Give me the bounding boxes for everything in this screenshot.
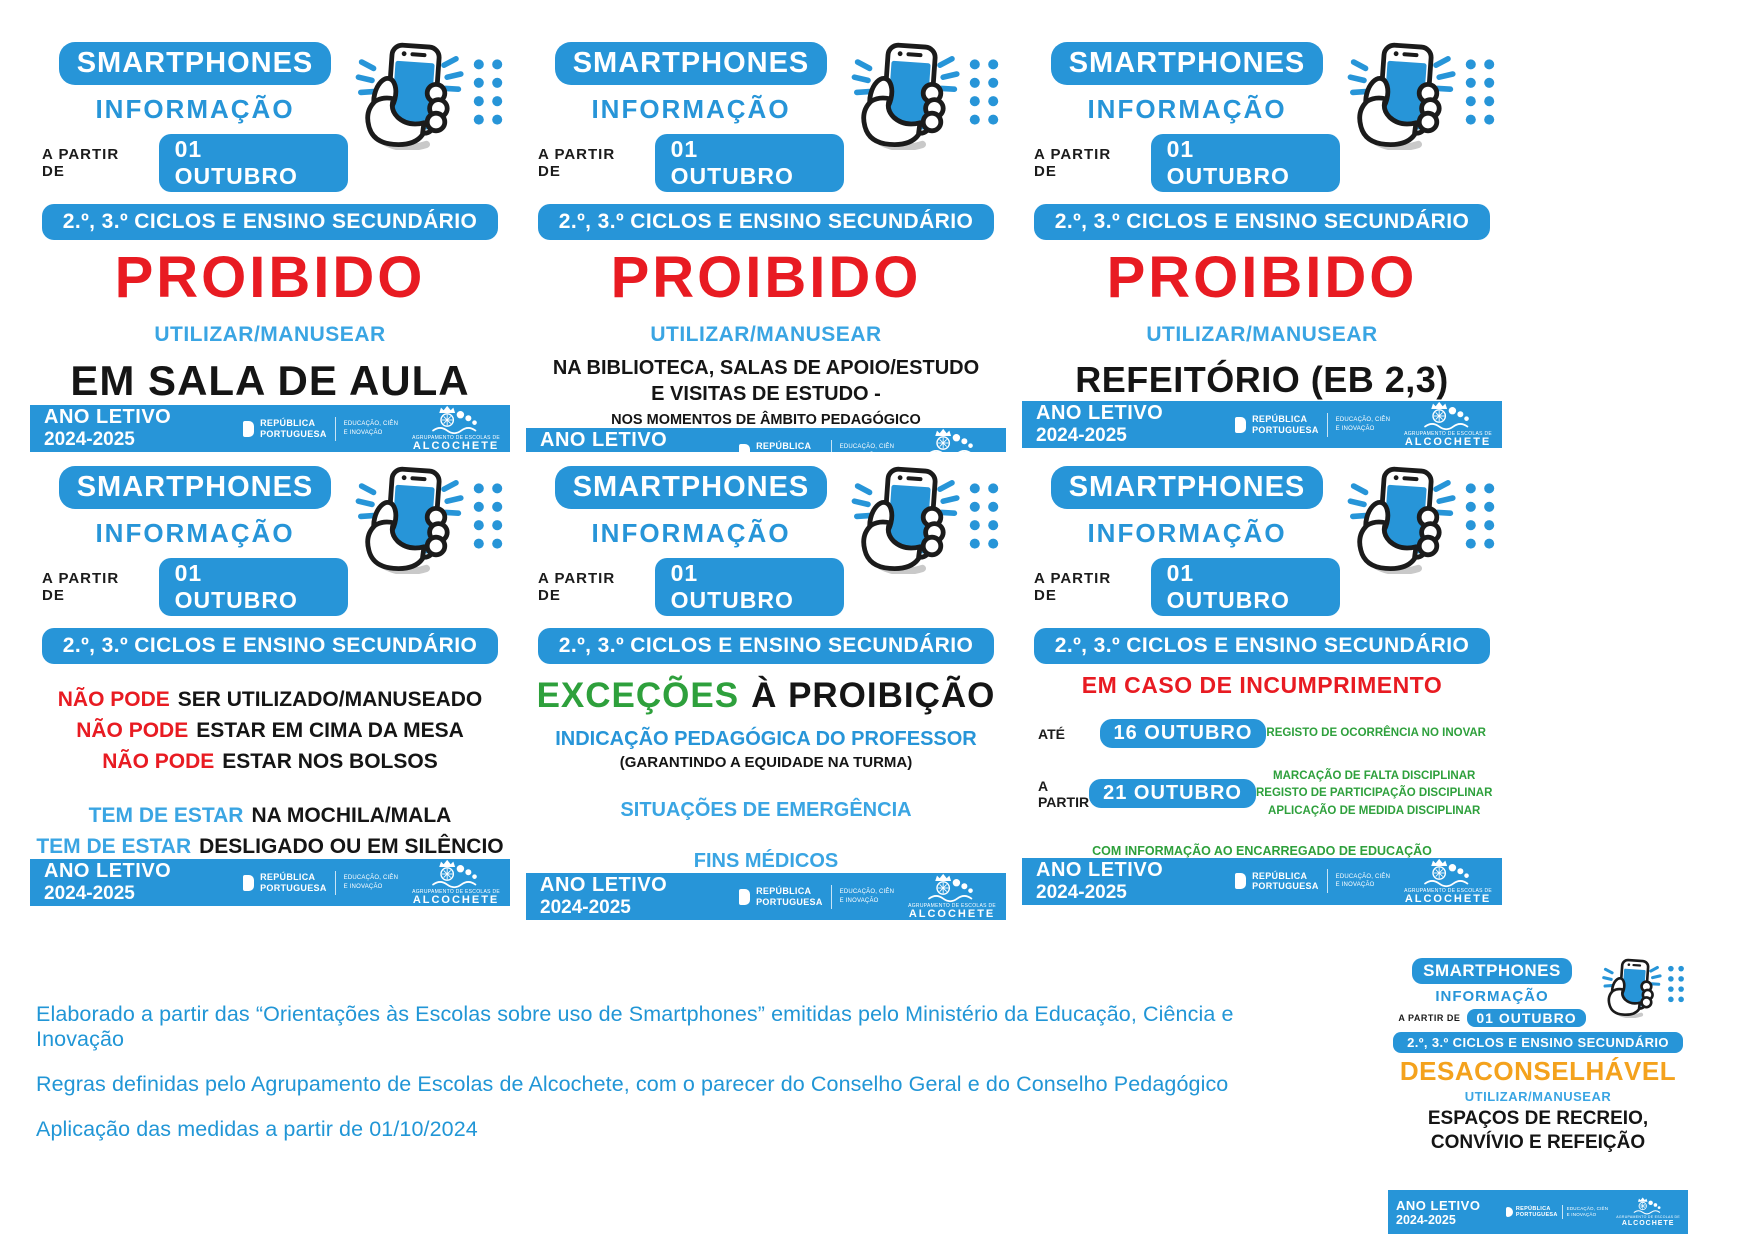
panel-body <box>1022 240 1502 401</box>
panel-body <box>1388 1053 1688 1190</box>
deadline-date-badge: 21 OUTUBRO <box>1089 779 1256 808</box>
panel-proibido-sala-de-aula <box>30 28 510 452</box>
date-row <box>1034 134 1340 192</box>
rule-lead: NÃO PODE <box>102 750 215 773</box>
ciclos-banner: 2.º, 3.º CICLOS E ENSINO SECUNDÁRIO <box>1034 628 1490 664</box>
ministry-line-2: E INOVAÇÃO <box>343 883 383 890</box>
panel-header-art <box>1340 466 1498 616</box>
location-text: EM SALA DE AULA <box>70 357 470 404</box>
dots-decoration-icon <box>966 480 1002 552</box>
portuguesa-line: PORTUGUESA <box>260 882 327 893</box>
smartphones-badge: SMARTPHONES <box>1051 42 1324 85</box>
ministry-line-2: E INOVAÇÃO <box>343 429 383 436</box>
ano-letivo-year: 2024-2025 <box>540 897 631 918</box>
alcochete-label: ALCOCHETE <box>1404 436 1492 448</box>
hand-smartphone-icon <box>844 42 964 150</box>
republica-portuguesa-text <box>1252 414 1319 435</box>
ciclos-banner: 2.º, 3.º CICLOS E ENSINO SECUNDÁRIO <box>1393 1032 1683 1053</box>
republica-line: REPÚBLICA <box>756 886 812 897</box>
agrupamento-label: AGRUPAMENTO DE ESCOLAS DE <box>412 435 500 441</box>
ciclos-banner: 2.º, 3.º CICLOS E ENSINO SECUNDÁRIO <box>538 628 994 664</box>
republica-portuguesa-logo <box>1235 869 1390 893</box>
ministry-line-1: EDUCAÇÃO, CIÊN <box>1335 417 1391 424</box>
footer-logos <box>739 873 996 920</box>
portuguesa-line: PORTUGUESA <box>260 428 327 439</box>
status-proibido: PROIBIDO <box>610 245 922 310</box>
date-row <box>538 134 844 192</box>
panel-body <box>30 240 510 405</box>
republica-line: REPÚBLICA <box>1515 1205 1551 1212</box>
deadline-lead: ATÉ <box>1038 725 1065 742</box>
panel-header-text <box>42 42 348 192</box>
alcochete-label: ALCOCHETE <box>1621 1219 1675 1227</box>
panel-body-incumprimento <box>1022 664 1502 858</box>
portugal-flag-icon <box>243 421 254 437</box>
location-text-line-2: CONVÍVIO E REFEIÇÃO <box>1430 1131 1646 1153</box>
status-desaconselhavel: DESACONSELHÁVEL <box>1399 1056 1677 1086</box>
rule-text: NA MOCHILA/MALA <box>251 804 452 827</box>
ano-letivo-block <box>1036 859 1235 904</box>
portugal-flag-icon <box>1235 417 1246 433</box>
portuguesa-line: PORTUGUESA <box>1252 424 1319 435</box>
date-badge: 01 OUTUBRO <box>1151 558 1340 616</box>
incumprimento-row-2 <box>1022 768 1502 820</box>
footer-logos <box>243 405 500 452</box>
panel-proibido-refeitorio <box>1022 28 1502 448</box>
portugal-flag-icon <box>739 889 750 905</box>
ministry-line-1: EDUCAÇÃO, CIÊN <box>343 875 399 882</box>
panel-header-text <box>1394 958 1590 1027</box>
logo-divider <box>335 871 336 895</box>
date-prefix-label: A PARTIR DE <box>42 570 120 604</box>
ano-letivo-bar <box>1022 858 1502 905</box>
panel-header-art <box>1340 42 1498 192</box>
hand-smartphone-icon <box>348 466 468 574</box>
footnote-line-2: Regras definidas pelo Agrupamento de Escolas de Alcochete, com o parecer do Conselho Geral e do Conselho Pedagógico <box>36 1072 1229 1096</box>
ministry-text <box>1336 416 1390 433</box>
date-prefix-label: A PARTIR DE <box>538 570 616 604</box>
ano-letivo-year: 2024-2025 <box>1036 881 1127 903</box>
ministry-line-1: EDUCAÇÃO, CIÊN <box>839 444 895 451</box>
ano-letivo-block <box>540 874 739 919</box>
ciclos-banner: 2.º, 3.º CICLOS E ENSINO SECUNDÁRIO <box>538 204 994 240</box>
excecoes-title-dark: À PROIBIÇÃO <box>751 676 996 715</box>
hand-smartphone-icon <box>1340 466 1460 574</box>
rule-line <box>102 750 437 774</box>
portuguesa-line: PORTUGUESA <box>756 896 823 907</box>
date-badge: 01 OUTUBRO <box>1467 1009 1585 1027</box>
ano-letivo-label: ANO LETIVO <box>1396 1197 1481 1213</box>
republica-portuguesa-text <box>1516 1206 1558 1219</box>
excecao-item-1: INDICAÇÃO PEDAGÓGICA DO PROFESSOR <box>555 728 977 750</box>
excecao-item-2: SITUAÇÕES DE EMERGÊNCIA <box>620 799 912 821</box>
hand-smartphone-icon <box>348 42 468 150</box>
ano-letivo-year: 2024-2025 <box>1036 425 1127 446</box>
panel-header-text <box>1034 466 1340 616</box>
alcochete-school-logo <box>412 405 500 452</box>
consequence-text: MARCAÇÃO DE FALTA DISCIPLINAR <box>1273 770 1476 782</box>
ano-letivo-label: ANO LETIVO <box>44 860 172 882</box>
ano-letivo-block <box>44 860 243 905</box>
alcochete-crest-icon <box>1417 401 1479 431</box>
panel-header-art <box>348 42 506 192</box>
date-row <box>42 558 348 616</box>
date-prefix-label: A PARTIR DE <box>538 146 616 180</box>
ano-letivo-bar <box>1388 1190 1688 1234</box>
rule-text: SER UTILIZADO/MANUSEADO <box>177 688 483 711</box>
panel-body-rules <box>30 664 510 859</box>
date-badge: 01 OUTUBRO <box>159 134 348 192</box>
alcochete-school-logo <box>412 859 500 906</box>
ano-letivo-label: ANO LETIVO <box>540 874 668 896</box>
hand-smartphone-icon <box>1598 958 1664 1018</box>
agrupamento-label: AGRUPAMENTO DE ESCOLAS DE <box>412 889 500 895</box>
smartphones-badge: SMARTPHONES <box>555 42 828 85</box>
dots-decoration-icon <box>470 480 506 552</box>
ciclos-banner: 2.º, 3.º CICLOS E ENSINO SECUNDÁRIO <box>42 204 498 240</box>
ministry-line-1: EDUCAÇÃO, CIÊN <box>1335 873 1391 880</box>
info-label: INFORMAÇÃO <box>1087 94 1287 124</box>
agrupamento-label: AGRUPAMENTO DE ESCOLAS DE <box>1404 887 1492 894</box>
smartphones-badge: SMARTPHONES <box>555 466 828 509</box>
deadline-date-badge: 16 OUTUBRO <box>1100 719 1267 748</box>
alcochete-label: ALCOCHETE <box>412 894 500 906</box>
panel-header <box>526 28 1006 192</box>
ano-letivo-bar <box>1022 401 1502 448</box>
ano-letivo-block <box>44 406 243 451</box>
ano-letivo-bar <box>526 873 1006 920</box>
info-label: INFORMAÇÃO <box>591 518 791 548</box>
republica-portuguesa-logo <box>1506 1205 1608 1219</box>
date-row <box>42 134 348 192</box>
incumprimento-row-1 <box>1022 719 1502 748</box>
panel-proibido-biblioteca <box>526 28 1006 452</box>
rule-lead: TEM DE ESTAR <box>36 835 192 858</box>
panel-header-text <box>1034 42 1340 192</box>
footnote-line-1: Elaborado a partir das “Orientações às Escolas sobre uso de Smartphones” emitidas pelo Ministério da Educação, Ciência e Inovação <box>36 1002 1234 1051</box>
alcochete-school-logo <box>1616 1197 1680 1227</box>
consequence-text: REGISTO DE OCORRÊNCIA NO INOVAR <box>1266 726 1486 739</box>
action-label: UTILIZAR/MANUSEAR <box>1146 323 1378 346</box>
excecoes-title-green: EXCEÇÕES <box>536 676 740 715</box>
date-prefix-label: A PARTIR DE <box>1398 1013 1461 1023</box>
location-text-line-1: NA BIBLIOTECA, SALAS DE APOIO/ESTUDO <box>552 357 980 379</box>
dots-decoration-icon <box>966 56 1002 128</box>
panel-header-art <box>1590 958 1686 1027</box>
poster-row-2 <box>30 452 1502 920</box>
panel-body <box>526 240 1006 428</box>
status-proibido: PROIBIDO <box>1106 245 1418 310</box>
republica-portuguesa-logo <box>739 885 894 909</box>
republica-portuguesa-text <box>756 886 823 907</box>
panel-header-text <box>42 466 348 616</box>
date-badge: 01 OUTUBRO <box>159 558 348 616</box>
ano-letivo-year: 2024-2025 <box>44 429 135 450</box>
republica-portuguesa-logo <box>1235 413 1390 437</box>
republica-line: REPÚBLICA <box>260 418 316 429</box>
rule-line <box>36 835 503 859</box>
ano-letivo-year: 2024-2025 <box>1396 1212 1456 1227</box>
alcochete-label: ALCOCHETE <box>908 908 996 920</box>
excecao-item-3: FINS MÉDICOS <box>693 850 839 872</box>
dots-decoration-icon <box>1666 964 1686 1004</box>
rule-lead: TEM DE ESTAR <box>88 804 244 827</box>
ministry-text <box>1336 873 1390 890</box>
smartphones-badge: SMARTPHONES <box>59 42 332 85</box>
portuguesa-line: PORTUGUESA <box>1515 1212 1558 1218</box>
location-text: REFEITÓRIO (EB 2,3) <box>1075 359 1449 400</box>
rule-line <box>76 719 464 743</box>
agrupamento-label: AGRUPAMENTO DE ESCOLAS DE <box>1404 431 1492 437</box>
footer-logos <box>1235 858 1492 905</box>
ano-letivo-label: ANO LETIVO <box>1036 858 1164 881</box>
republica-line: REPÚBLICA <box>756 441 812 452</box>
rule-line <box>58 688 483 712</box>
date-row <box>1398 1009 1585 1027</box>
excecoes-title <box>537 676 996 716</box>
alcochete-crest-icon <box>1417 858 1479 888</box>
date-prefix-label: A PARTIR DE <box>1034 570 1112 604</box>
alcochete-crest-icon <box>425 859 487 889</box>
ciclos-banner: 2.º, 3.º CICLOS E ENSINO SECUNDÁRIO <box>1034 204 1490 240</box>
status-proibido: PROIBIDO <box>114 245 426 310</box>
republica-portuguesa-logo <box>243 871 398 895</box>
alcochete-school-logo <box>908 873 996 920</box>
info-label: INFORMAÇÃO <box>95 94 295 124</box>
info-label: INFORMAÇÃO <box>591 94 791 124</box>
logo-divider <box>335 417 336 441</box>
panel-header <box>30 452 510 616</box>
republica-portuguesa-text <box>260 872 327 893</box>
ministry-text <box>344 420 398 437</box>
alcochete-school-logo <box>1404 858 1492 905</box>
dots-decoration-icon <box>470 56 506 128</box>
date-badge: 01 OUTUBRO <box>655 558 844 616</box>
footnote-line-3: Aplicação das medidas a partir de 01/10/2024 <box>36 1117 478 1141</box>
date-prefix-label: A PARTIR DE <box>1034 146 1112 180</box>
panel-excecoes-proibicao <box>526 452 1006 920</box>
poster-row-1 <box>30 28 1502 452</box>
panel-desaconselhavel-recreio <box>1388 952 1688 1234</box>
republica-line: REPÚBLICA <box>1252 414 1308 425</box>
rule-text: DESLIGADO OU EM SILÊNCIO <box>199 835 504 858</box>
ano-letivo-block <box>1396 1198 1506 1227</box>
ciclos-banner: 2.º, 3.º CICLOS E ENSINO SECUNDÁRIO <box>42 628 498 664</box>
rule-lead: NÃO PODE <box>57 688 170 711</box>
panel-header <box>526 452 1006 616</box>
footer-logos <box>1235 401 1492 448</box>
info-label: INFORMAÇÃO <box>95 518 295 548</box>
logo-divider <box>1562 1205 1563 1219</box>
ministry-line-2: E INOVAÇÃO <box>1566 1212 1597 1217</box>
panel-regras-utilizacao <box>30 452 510 906</box>
republica-line: REPÚBLICA <box>1252 870 1308 881</box>
ministry-line-1: EDUCAÇÃO, CIÊN <box>1566 1205 1609 1211</box>
panel-header-art <box>844 466 1002 616</box>
alcochete-crest-icon <box>921 873 983 903</box>
dots-decoration-icon <box>1462 56 1498 128</box>
location-text-line-1: ESPAÇOS DE RECREIO, <box>1427 1108 1649 1129</box>
ministry-line-2: E INOVAÇÃO <box>1335 882 1375 889</box>
ministry-line-1: EDUCAÇÃO, CIÊN <box>839 889 895 896</box>
date-badge: 01 OUTUBRO <box>1151 134 1340 192</box>
panel-header <box>1022 28 1502 192</box>
logo-divider <box>831 885 832 909</box>
rule-lead: NÃO PODE <box>76 719 189 742</box>
ministry-text <box>840 888 894 905</box>
alcochete-label: ALCOCHETE <box>1404 892 1492 905</box>
republica-portuguesa-text <box>1252 871 1319 892</box>
ano-letivo-label: ANO LETIVO <box>44 406 172 428</box>
consequence-text: APLICAÇÃO DE MEDIDA DISCIPLINAR <box>1268 804 1481 817</box>
hand-smartphone-icon <box>1340 42 1460 150</box>
ministry-line-1: EDUCAÇÃO, CIÊN <box>343 421 399 428</box>
portugal-flag-icon <box>243 875 254 891</box>
incumprimento-title: EM CASO DE INCUMPRIMENTO <box>1081 672 1443 698</box>
consequence-text: REGISTO DE PARTICIPAÇÃO DISCIPLINAR <box>1255 787 1493 800</box>
alcochete-crest-icon <box>425 405 487 435</box>
republica-portuguesa-logo <box>243 417 398 441</box>
panel-header <box>1388 952 1688 1027</box>
incumprimento-note: COM INFORMAÇÃO AO ENCARREGADO DE EDUCAÇÃO <box>1092 843 1432 858</box>
smartphones-badge: SMARTPHONES <box>1412 958 1572 984</box>
ano-letivo-block <box>1036 402 1235 447</box>
rule-line <box>89 804 452 828</box>
location-text-line-2: E VISITAS DE ESTUDO - <box>651 383 881 405</box>
ministry-text <box>344 874 398 891</box>
footer-logos <box>243 859 500 906</box>
panel-body-excecoes <box>526 664 1006 873</box>
dots-decoration-icon <box>1462 480 1498 552</box>
ano-letivo-year: 2024-2025 <box>44 883 135 904</box>
republica-line: REPÚBLICA <box>260 872 316 883</box>
panel-header-art <box>844 42 1002 192</box>
date-row <box>1034 558 1340 616</box>
ministry-text <box>1567 1206 1609 1219</box>
panel-header-text <box>538 42 844 192</box>
rule-text: ESTAR NOS BOLSOS <box>222 750 438 773</box>
panel-incumprimento <box>1022 452 1502 905</box>
alcochete-school-logo <box>1404 401 1492 448</box>
panel-header-text <box>538 466 844 616</box>
footnotes-block <box>36 1002 1296 1162</box>
date-prefix-label: A PARTIR DE <box>42 146 120 180</box>
ano-letivo-label: ANO LETIVO <box>1036 402 1164 424</box>
panel-header <box>30 28 510 192</box>
deadline-lead: A PARTIR <box>1038 777 1090 810</box>
hand-smartphone-icon <box>844 466 964 574</box>
footer-logos <box>1506 1197 1680 1227</box>
portugal-flag-icon <box>1506 1207 1513 1217</box>
ministry-line-2: E INOVAÇÃO <box>1335 425 1375 432</box>
location-note: NOS MOMENTOS DE ÂMBITO PEDAGÓGICO <box>611 412 921 428</box>
portugal-flag-icon <box>1235 873 1246 889</box>
panel-header-art <box>348 466 506 616</box>
rule-text: ESTAR EM CIMA DA MESA <box>196 719 464 742</box>
panel-header <box>1022 452 1502 616</box>
action-label: UTILIZAR/MANUSEAR <box>154 323 386 346</box>
agrupamento-label: AGRUPAMENTO DE ESCOLAS DE <box>1616 1215 1680 1220</box>
consequence-list <box>1256 768 1492 820</box>
info-label: INFORMAÇÃO <box>1435 988 1549 1005</box>
smartphones-badge: SMARTPHONES <box>1051 466 1324 509</box>
ano-letivo-label: ANO LETIVO <box>540 429 668 451</box>
logo-divider <box>1327 869 1328 893</box>
logo-divider <box>1327 413 1328 437</box>
date-badge: 01 OUTUBRO <box>655 134 844 192</box>
smartphones-badge: SMARTPHONES <box>59 466 332 509</box>
ministry-line-2: E INOVAÇÃO <box>839 897 879 904</box>
action-label: UTILIZAR/MANUSEAR <box>650 323 882 346</box>
excecao-item-1-note: (GARANTINDO A EQUIDADE NA TURMA) <box>619 754 913 771</box>
action-label: UTILIZAR/MANUSEAR <box>1464 1089 1612 1104</box>
republica-portuguesa-text <box>260 418 327 439</box>
alcochete-label: ALCOCHETE <box>412 440 500 452</box>
ano-letivo-bar <box>30 859 510 906</box>
ano-letivo-bar <box>30 405 510 452</box>
portuguesa-line: PORTUGUESA <box>1252 881 1319 892</box>
date-row <box>538 558 844 616</box>
alcochete-crest-icon <box>1630 1197 1666 1215</box>
info-label: INFORMAÇÃO <box>1087 518 1287 548</box>
agrupamento-label: AGRUPAMENTO DE ESCOLAS DE <box>908 903 996 909</box>
